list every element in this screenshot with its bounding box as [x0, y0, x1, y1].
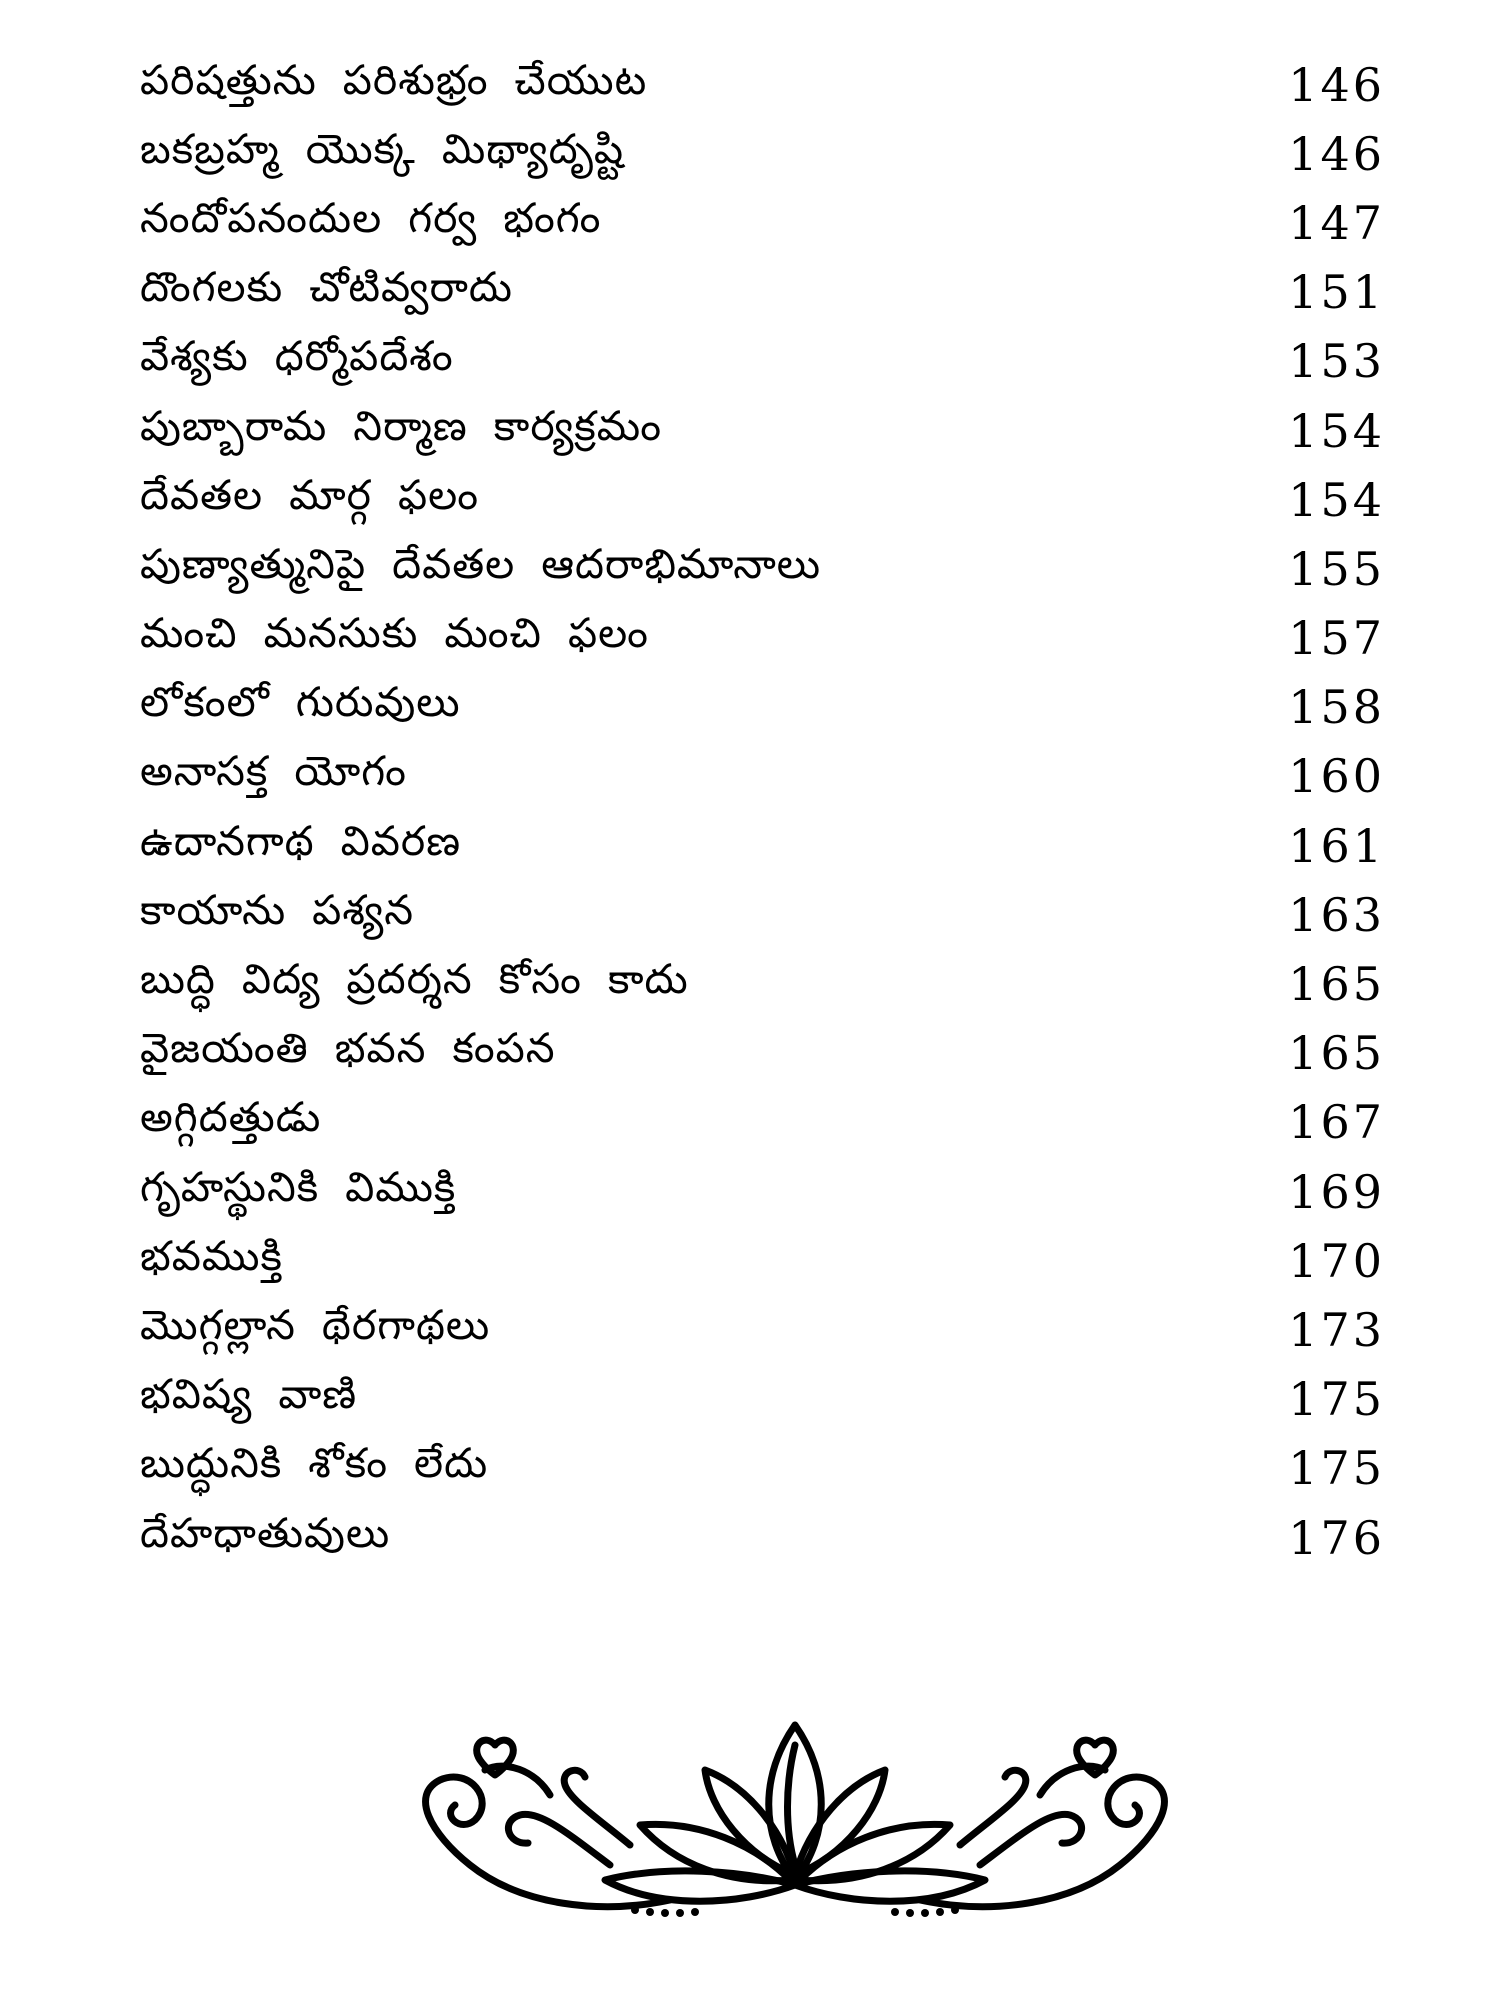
- toc-entry: [140, 534, 1385, 603]
- toc-entry-page-number: 161: [1288, 818, 1385, 873]
- toc-entry-title: గృహస్థునికి విముక్తి: [140, 1162, 457, 1211]
- toc-entry-title: దేవతల మార్గ ఫలం: [140, 470, 479, 519]
- toc-entry-page-number: 155: [1288, 541, 1385, 596]
- toc-entry-title: నందోపనందుల గర్వ భంగం: [140, 193, 602, 242]
- toc-entry: [140, 880, 1385, 949]
- toc-entry: [140, 258, 1385, 327]
- toc-entry-title: కాయాను పశ్యన: [140, 885, 415, 934]
- toc-entry-page-number: 167: [1288, 1095, 1385, 1150]
- toc-entry-page-number: 169: [1288, 1164, 1385, 1219]
- toc-entry-page-number: 165: [1288, 1026, 1385, 1081]
- toc-entry: [140, 327, 1385, 396]
- toc-entry-page-number: 175: [1288, 1441, 1385, 1496]
- toc-entry-title: పుణ్యాత్మునిపై దేవతల ఆదరాభిమానాలు: [140, 539, 822, 588]
- toc-entry: [140, 119, 1385, 188]
- toc-entry: [140, 1503, 1385, 1572]
- toc-entry-title: భవిష్య వాణి: [140, 1370, 358, 1419]
- toc-entry-title: మంచి మనసుకు మంచి ఫలం: [140, 609, 649, 658]
- toc-entry-title: బుద్ధునికి శోకం లేదు: [140, 1439, 489, 1488]
- toc-entry-page-number: 157: [1288, 611, 1385, 666]
- toc-entry-title: పరిషత్తును పరిశుభ్రం చేయుట: [140, 55, 648, 104]
- toc-entry-page-number: 146: [1288, 126, 1385, 181]
- toc-entry: [140, 1295, 1385, 1364]
- toc-entry: [140, 1157, 1385, 1226]
- toc-entry-title: అనాసక్త యోగం: [140, 747, 407, 796]
- toc-entry-page-number: 160: [1288, 749, 1385, 804]
- toc-entry-title: లోకంలో గురువులు: [140, 678, 461, 727]
- toc-entry-title: వేశ్యకు ధర్మోపదేశం: [140, 332, 454, 381]
- toc-entry: [140, 1365, 1385, 1434]
- toc-entry-page-number: 146: [1288, 57, 1385, 112]
- toc-entry-page-number: 165: [1288, 957, 1385, 1012]
- toc-entry-title: పుబ్బారామ నిర్మాణ కార్యక్రమం: [140, 401, 662, 450]
- toc-entry-title: వైజయంతి భవన కంపన: [140, 1024, 556, 1073]
- toc-entry: [140, 1019, 1385, 1088]
- toc-entry-page-number: 170: [1288, 1233, 1385, 1288]
- toc-entry-title: భవముక్తి: [140, 1231, 283, 1280]
- toc-entry: [140, 1088, 1385, 1157]
- toc-entry: [140, 742, 1385, 811]
- toc-entry-title: బకబ్రహ్మ యొక్క మిథ్యాదృష్టి: [140, 124, 625, 173]
- toc-entry-title: దేహధాతువులు: [140, 1508, 391, 1557]
- toc-entry: [140, 811, 1385, 880]
- toc-entry-title: మొగ్గల్లాన థేరగాథలు: [140, 1300, 491, 1349]
- toc-entry: [140, 465, 1385, 534]
- toc-entry: [140, 50, 1385, 119]
- toc-entry: [140, 604, 1385, 673]
- toc-entry: [140, 188, 1385, 257]
- toc-entry-page-number: 153: [1288, 334, 1385, 389]
- toc-entry-page-number: 158: [1288, 680, 1385, 735]
- toc-entry: [140, 396, 1385, 465]
- toc-entry-page-number: 147: [1288, 195, 1385, 250]
- lotus-flourish-ornament-icon: [400, 1715, 1190, 1925]
- toc-entry-title: ఉదానగాథ వివరణ: [140, 816, 462, 865]
- toc-entry-title: అగ్గిదత్తుడు: [140, 1093, 322, 1142]
- toc-entry-title: బుద్ధి విద్య ప్రదర్శన కోసం కాదు: [140, 955, 689, 1004]
- toc-entry-page-number: 176: [1288, 1510, 1385, 1565]
- toc-entry: [140, 1226, 1385, 1295]
- toc-entry-page-number: 175: [1288, 1372, 1385, 1427]
- toc-entry-page-number: 163: [1288, 887, 1385, 942]
- toc-entry: [140, 1434, 1385, 1503]
- toc-entry-page-number: 154: [1288, 472, 1385, 527]
- toc-entry-page-number: 151: [1288, 265, 1385, 320]
- toc-entry-title: దొంగలకు చోటివ్వరాదు: [140, 263, 513, 312]
- toc-entry-page-number: 154: [1288, 403, 1385, 458]
- toc-entry: [140, 949, 1385, 1018]
- table-of-contents: [140, 50, 1385, 1572]
- toc-entry-page-number: 173: [1288, 1302, 1385, 1357]
- toc-entry: [140, 673, 1385, 742]
